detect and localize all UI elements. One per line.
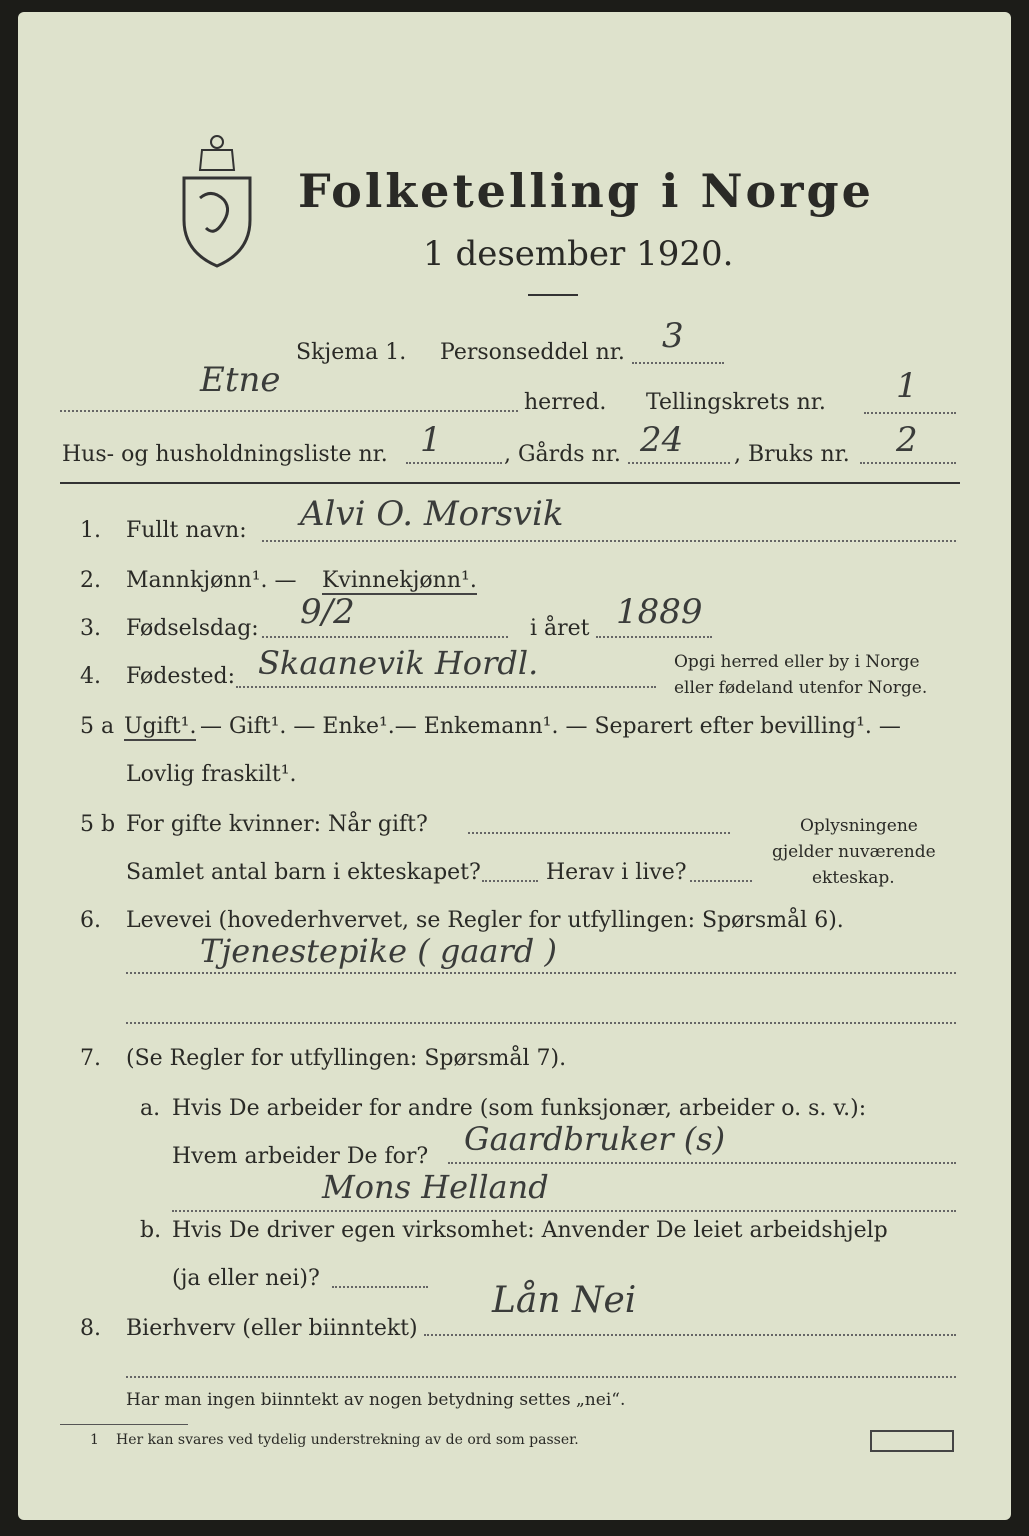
q7a-value-1[interactable]: Gaardbruker (s) [464,1120,726,1158]
q7b-label: Hvis De driver egen virksomhet: Anvender De leiet arbeidshjelp [172,1218,888,1243]
q4-note-2: eller fødeland utenfor Norge. [674,678,928,698]
q3-year-label: i året [530,616,590,641]
q3-value[interactable]: 9/2 [300,592,355,632]
q2-number: 2. [80,568,101,593]
schema-label: Skjema 1. [296,340,407,365]
q5a-options: — Gift¹. — Enke¹.— Enkemann¹. — Separert efter bevilling¹. — [200,714,901,739]
q3-number: 3. [80,616,101,641]
q5b-label-1: For gifte kvinner: Når gift? [126,812,428,837]
q7a-number: a. [140,1096,161,1121]
q5b-label-3: Herav i live? [546,860,687,885]
q6-number: 6. [80,908,101,933]
q7-label: (Se Regler for utfyllingen: Spørsmål 7). [126,1046,567,1071]
q3-year-value[interactable]: 1889 [616,592,703,632]
q6-line-2 [126,1022,956,1024]
q5b-line-1 [468,832,730,834]
q3-year-line [596,636,712,638]
personseddel-value[interactable]: 3 [662,316,684,356]
q8-label: Bierhverv (eller biinntekt) [126,1316,418,1341]
q7b-number: b. [140,1218,162,1243]
gards-value[interactable]: 24 [640,420,684,460]
q5b-note-3: ekteskap. [812,868,895,888]
q4-note-1: Opgi herred eller by i Norge [674,652,920,672]
q7a-line-2 [172,1210,956,1212]
q7a-value-2[interactable]: Mons Helland [322,1168,549,1206]
coat-of-arms-icon [172,120,262,270]
q2-female[interactable]: Kvinnekjønn¹. [322,568,477,593]
hus-line [406,462,502,464]
bruks-line [860,462,956,464]
q1-label: Fullt navn: [126,518,247,543]
q4-value[interactable]: Skaanevik Hordl. [258,644,539,682]
q7b-label-2: (ja eller nei)? [172,1266,320,1291]
footnote-number: 1 [90,1432,99,1448]
bruks-label: , Bruks nr. [734,442,850,467]
q5b-line-2 [482,880,538,882]
nei-note: Har man ingen biinntekt av nogen betydning settes „nei“. [126,1390,626,1410]
gards-label: , Gårds nr. [504,442,621,467]
herred-label: herred. [524,390,607,415]
tellingskrets-label: Tellingskrets nr. [646,390,826,415]
tellingskrets-value[interactable]: 1 [896,366,918,406]
q3-label: Fødselsdag: [126,616,259,641]
q5b-line-3 [690,880,752,882]
form-title: Folketelling i Norge [298,164,874,218]
divider [528,294,578,296]
q4-number: 4. [80,664,101,689]
q5a-ugift[interactable]: Ugift¹. [124,714,197,739]
q7a-label: Hvis De arbeider for andre (som funksjonær, arbeider o. s. v.): [172,1096,867,1121]
q8-line-2 [126,1376,956,1378]
q4-label: Fødested: [126,664,236,689]
q5b-note-1: Oplysningene [800,816,918,836]
q3-line [262,636,508,638]
q7a-line-1 [448,1162,956,1164]
hus-value[interactable]: 1 [420,420,442,460]
q8-value[interactable]: Lån Nei [492,1280,637,1321]
q5a-line2: Lovlig fraskilt¹. [126,762,297,787]
herred-value[interactable]: Etne [200,360,281,400]
form-date: 1 desember 1920. [423,234,734,274]
q6-label: Levevei (hovederhvervet, se Regler for utfyllingen: Spørsmål 6). [126,908,844,933]
printer-stamp [870,1430,954,1452]
q5b-label-2: Samlet antal barn i ekteskapet? [126,860,481,885]
q5b-note-2: gjelder nuværende [772,842,936,862]
herred-line [60,410,518,412]
q8-line [424,1334,956,1336]
header-rule [60,482,960,484]
q7-number: 7. [80,1046,101,1071]
q4-line [236,686,656,688]
q6-line-1 [126,972,956,974]
q6-value[interactable]: Tjenestepike ( gaard ) [200,932,557,970]
q1-number: 1. [80,518,101,543]
q8-number: 8. [80,1316,101,1341]
personseddel-label: Personseddel nr. [440,340,625,365]
q5a-number: 5 a [80,714,115,739]
q7b-line [332,1286,428,1288]
footnote-rule [60,1424,188,1425]
q1-value[interactable]: Alvi O. Morsvik [300,494,564,534]
q5b-number: 5 b [80,812,116,837]
q1-line [262,540,956,542]
footnote-text: Her kan svares ved tydelig understrekning av de ord som passer. [116,1432,579,1448]
gards-line [628,462,730,464]
q2-male: Mannkjønn¹. — [126,568,297,593]
q7a-label-2: Hvem arbeider De for? [172,1144,429,1169]
tellingskrets-line [864,412,956,414]
bruks-value[interactable]: 2 [896,420,918,460]
hus-label: Hus- og husholdningsliste nr. [62,442,388,467]
personseddel-line [632,362,724,364]
